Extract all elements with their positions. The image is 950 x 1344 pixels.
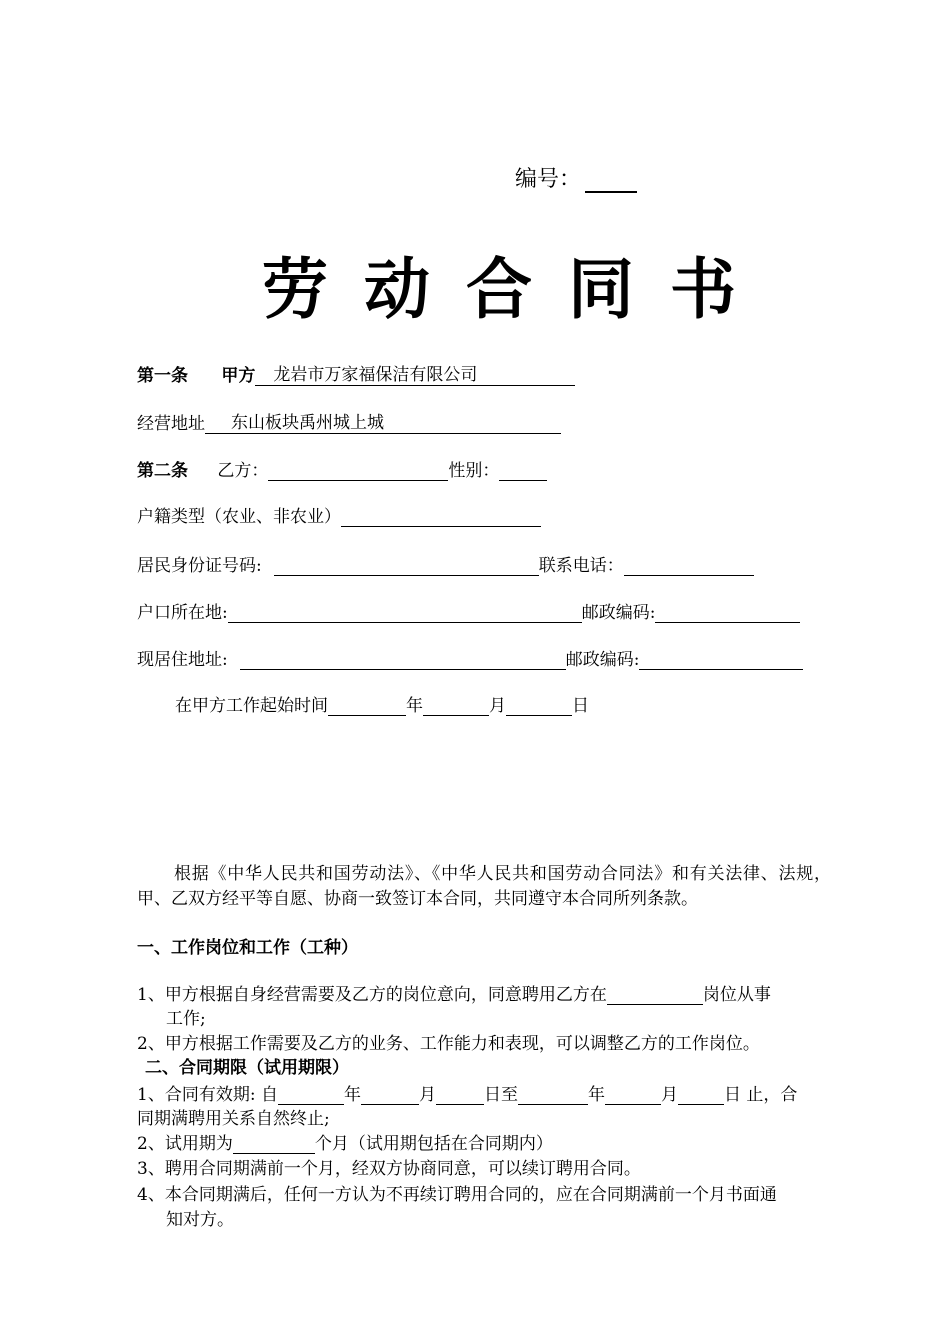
start-day-blank[interactable] (506, 695, 572, 716)
article-two-label: 第二条 (137, 461, 188, 481)
hukou-type-label: 户籍类型（农业、非农业） (137, 507, 341, 527)
section-two-item-2 (137, 1129, 553, 1154)
address-label: 经营地址 (137, 414, 205, 434)
party-a-row (137, 360, 575, 386)
hukou-type-row (137, 502, 541, 527)
section-one-item-1-text-b: 岗位从事 (702, 985, 771, 1005)
phone-label: 联系电话： (538, 556, 624, 576)
section-one-heading: 一、工作岗位和工作（工种） (137, 938, 358, 958)
hukou-type-blank[interactable] (341, 506, 541, 527)
hukou-location-blank[interactable] (228, 602, 582, 623)
postal-code-label-2: 邮政编码: (565, 650, 640, 670)
party-b-name-blank[interactable] (268, 460, 448, 481)
party-a-label: 甲方 (221, 366, 256, 386)
post-name-blank[interactable] (607, 984, 703, 1005)
start-month-blank[interactable] (423, 695, 489, 716)
section-two-item-1 (137, 1080, 797, 1105)
contract-number-label: 编号： (515, 167, 582, 192)
start-date-row (175, 691, 589, 716)
start-day-label: 日 (572, 696, 589, 716)
section-two-item-1-cont: 同期满聘用关系自然终止; (137, 1109, 330, 1129)
term-end-day-blank[interactable] (678, 1084, 724, 1105)
party-a-address: 东山板块禹州城上城 (205, 408, 561, 434)
current-address-row (137, 645, 803, 670)
id-number-blank[interactable] (274, 555, 539, 576)
term-end-label: 日 止，合 (723, 1085, 798, 1105)
term-end-year-label: 年 (587, 1085, 605, 1105)
gender-blank[interactable] (499, 460, 547, 481)
id-number-label: 居民身份证号码: (137, 556, 262, 576)
party-b-label: 乙方： (217, 461, 269, 481)
section-two-item-4: 4、本合同期满后，任何一方认为不再续订聘用合同的，应在合同期满前一个月书面通 (137, 1185, 777, 1205)
start-year-blank[interactable] (328, 695, 406, 716)
section-two-heading: 二、合同期限（试用期限） (145, 1058, 349, 1078)
section-one-item-1-text: 1、甲方根据自身经营需要及乙方的岗位意向，同意聘用乙方在 (137, 985, 607, 1005)
term-start-month-blank[interactable] (361, 1084, 419, 1105)
term-start-day-blank[interactable] (436, 1084, 484, 1105)
start-month-label: 月 (489, 696, 506, 716)
start-date-label: 在甲方工作起始时间 (175, 696, 328, 716)
section-two-item-3: 3、聘用合同期满前一个月，经双方协商同意，可以续订聘用合同。 (137, 1159, 641, 1179)
term-end-month-label: 月 (660, 1085, 678, 1105)
postal-code-blank-2[interactable] (639, 649, 803, 670)
term-start-year-label: 年 (343, 1085, 361, 1105)
contract-term-label: 1、合同有效期: 自 (137, 1085, 278, 1105)
hukou-location-row (137, 598, 800, 623)
current-address-label: 现居住地址: (137, 650, 228, 670)
section-one-item-1 (137, 980, 771, 1005)
current-address-blank[interactable] (240, 649, 566, 670)
party-a-name: 龙岩市万家福保洁有限公司 (255, 360, 575, 386)
probation-suffix: 个月（试用期包括在合同期内） (314, 1134, 553, 1154)
contract-number (515, 162, 637, 193)
contract-number-blank[interactable] (585, 169, 637, 193)
term-end-year-blank[interactable] (518, 1084, 588, 1105)
term-start-year-blank[interactable] (278, 1084, 344, 1105)
gender-label: 性别： (448, 461, 500, 481)
article-one-label: 第一条 (137, 366, 188, 386)
term-end-month-blank[interactable] (605, 1084, 661, 1105)
term-start-month-label: 月 (418, 1085, 436, 1105)
hukou-location-label: 户口所在地: (137, 603, 228, 623)
start-year-label: 年 (406, 696, 423, 716)
postal-code-blank-1[interactable] (655, 602, 800, 623)
party-a-address-row (137, 408, 561, 434)
probation-label: 2、试用期为 (137, 1134, 233, 1154)
phone-blank[interactable] (624, 555, 754, 576)
section-one-item-1-cont: 工作; (166, 1009, 206, 1029)
document-title: 劳动合同书 (262, 251, 772, 328)
party-b-row (137, 456, 547, 481)
section-one-item-2: 2、甲方根据工作需要及乙方的业务、工作能力和表现，可以调整乙方的工作岗位。 (137, 1034, 760, 1054)
intro-paragraph: 根据《中华人民共和国劳动法》、《中华人民共和国劳动合同法》和有关法律、法规，甲、乙双方经平等自愿、协商一致签订本合同，共同遵守本合同所列条款。 (137, 864, 831, 909)
section-two-item-4-cont: 知对方。 (166, 1210, 234, 1230)
term-to-label: 日至 (483, 1085, 518, 1105)
id-phone-row (137, 551, 754, 576)
postal-code-label-1: 邮政编码: (581, 603, 656, 623)
probation-months-blank[interactable] (233, 1133, 315, 1154)
